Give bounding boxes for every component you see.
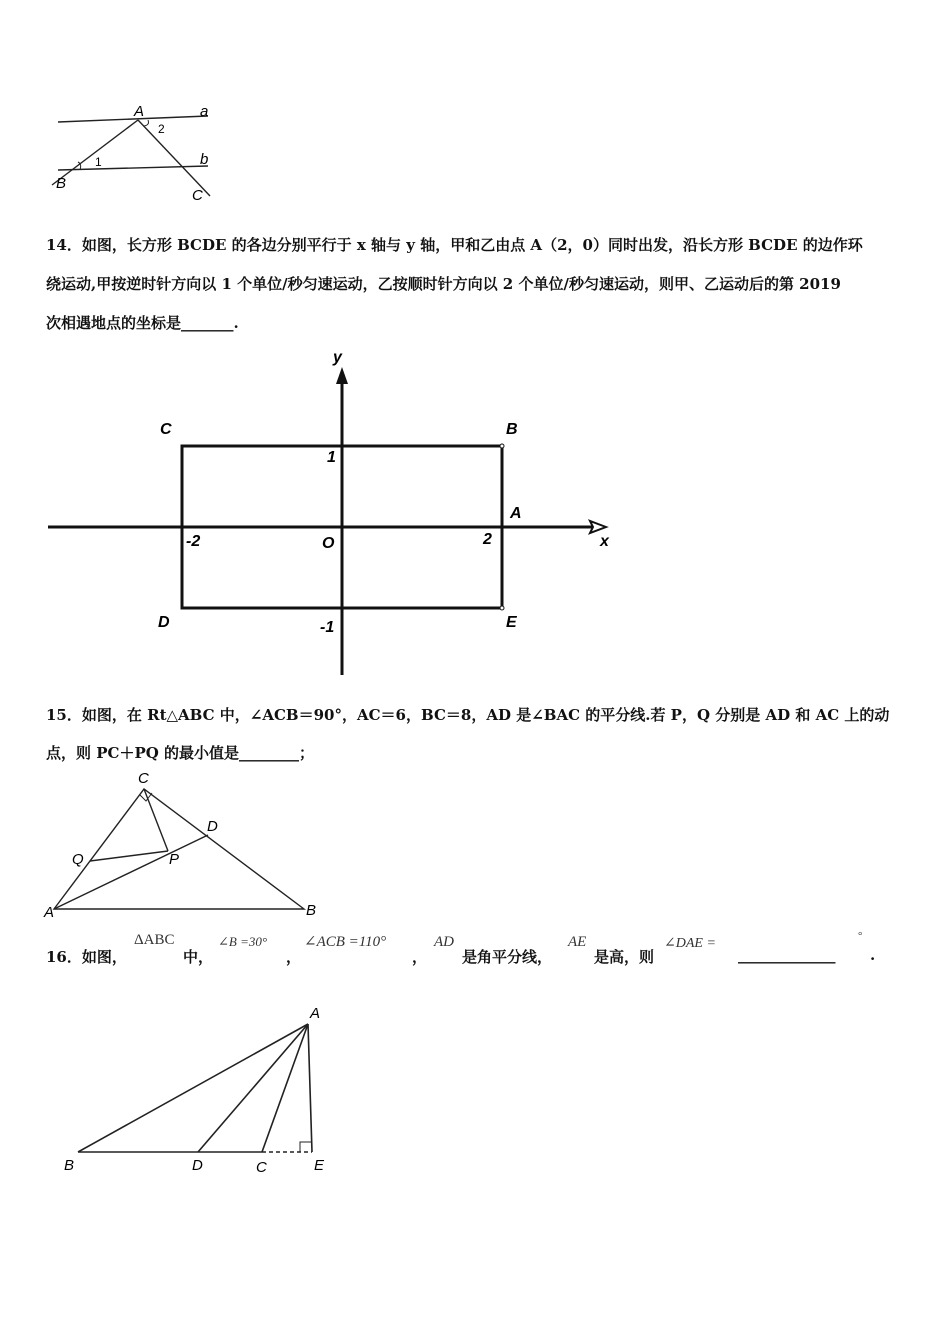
label-P: P: [169, 851, 180, 868]
label-x: x: [600, 533, 609, 550]
point-b: [500, 444, 504, 448]
label-a: a: [200, 103, 209, 120]
label-C: C: [138, 770, 149, 787]
label-A: A: [310, 1005, 321, 1022]
segment-ad: [54, 835, 208, 909]
label-2: 2: [483, 531, 492, 548]
label-b: b: [200, 151, 209, 168]
q16-end: .: [870, 946, 876, 964]
label-neg1: -1: [320, 619, 335, 636]
q16-jiao: 是角平分线，: [462, 948, 553, 966]
label-C: C: [256, 1159, 267, 1176]
label-E: E: [506, 614, 517, 631]
label-B: B: [56, 175, 67, 192]
q15-line2: 点，则 PC＋PQ 的最小值是________；: [46, 744, 315, 762]
q14-line3: 次相遇地点的坐标是_______.: [46, 314, 239, 332]
label-2: 2: [158, 122, 165, 136]
label-1: 1: [327, 449, 336, 466]
y-axis-arrow: [336, 367, 348, 384]
label-E: E: [314, 1157, 325, 1174]
q16-ad: AD: [434, 934, 454, 950]
q16-angle-acb: ∠ACB =110°: [304, 934, 387, 950]
q16-ae: AE: [568, 934, 587, 950]
q16-gao: 是高，则: [594, 948, 655, 966]
label-Q: Q: [72, 851, 84, 868]
angle-2-arc: [144, 120, 149, 126]
figure-parallel-lines: [40, 100, 240, 210]
segment-ae: [308, 1024, 312, 1152]
q16-angle-b: ∠B =30°: [218, 934, 268, 949]
segment-ad: [198, 1024, 308, 1152]
x-axis-arrow: [590, 521, 606, 533]
q16-sep1: ，: [286, 948, 302, 966]
question-16: [46, 930, 906, 970]
figure-right-triangle: [40, 765, 340, 925]
label-C: C: [192, 187, 203, 204]
q16-sep2: ，: [412, 948, 428, 966]
label-B: B: [306, 902, 317, 919]
right-angle-mark: [300, 1142, 311, 1152]
q16-answer-blank[interactable]: _____________: [738, 946, 836, 964]
q14-line1: 14．如图，长方形 BCDE 的各边分别平行于 x 轴与 y 轴，甲和乙由点 A（2，0）同时出发，沿长方形 BCDE 的边作环: [46, 236, 863, 254]
q16-angle-dae: ∠DAE =: [664, 936, 716, 951]
q15-line1: 15．如图，在 Rt△ABC 中，∠ACB＝90°，AC＝6，BC＝8，AD 是∠BAC 的平分线.若 P，Q 分别是 AD 和 AC 上的动: [46, 706, 890, 724]
segment-ac: [262, 1024, 308, 1152]
label-D: D: [207, 818, 218, 835]
figure-rectangle-axes: [40, 340, 630, 680]
q16-zhong: 中，: [183, 948, 214, 966]
point-e: [500, 606, 504, 610]
label-A: A: [134, 103, 145, 120]
label-D: D: [192, 1157, 203, 1174]
segment-ab: [78, 1024, 308, 1152]
label-A: A: [510, 505, 522, 522]
label-neg2: -2: [186, 533, 201, 550]
q16-degree: °: [858, 930, 863, 942]
label-C: C: [160, 421, 172, 438]
q16-triangle: ΔABC: [134, 932, 175, 948]
label-B: B: [506, 421, 518, 438]
line-a: [58, 116, 208, 122]
label-B: B: [64, 1157, 75, 1174]
label-D: D: [158, 614, 170, 631]
label-O: O: [322, 535, 335, 552]
q16-prefix: 16．如图，: [46, 948, 127, 966]
label-y: y: [333, 349, 342, 366]
figure-triangle-dae: [50, 1000, 350, 1185]
q14-line2: 绕运动,甲按逆时针方向以 1 个单位/秒匀速运动，乙按顺时针方向以 2 个单位/秒匀速运动，则甲、乙运动后的第 2019: [46, 275, 841, 293]
label-1: 1: [95, 155, 102, 169]
label-A: A: [44, 904, 55, 921]
